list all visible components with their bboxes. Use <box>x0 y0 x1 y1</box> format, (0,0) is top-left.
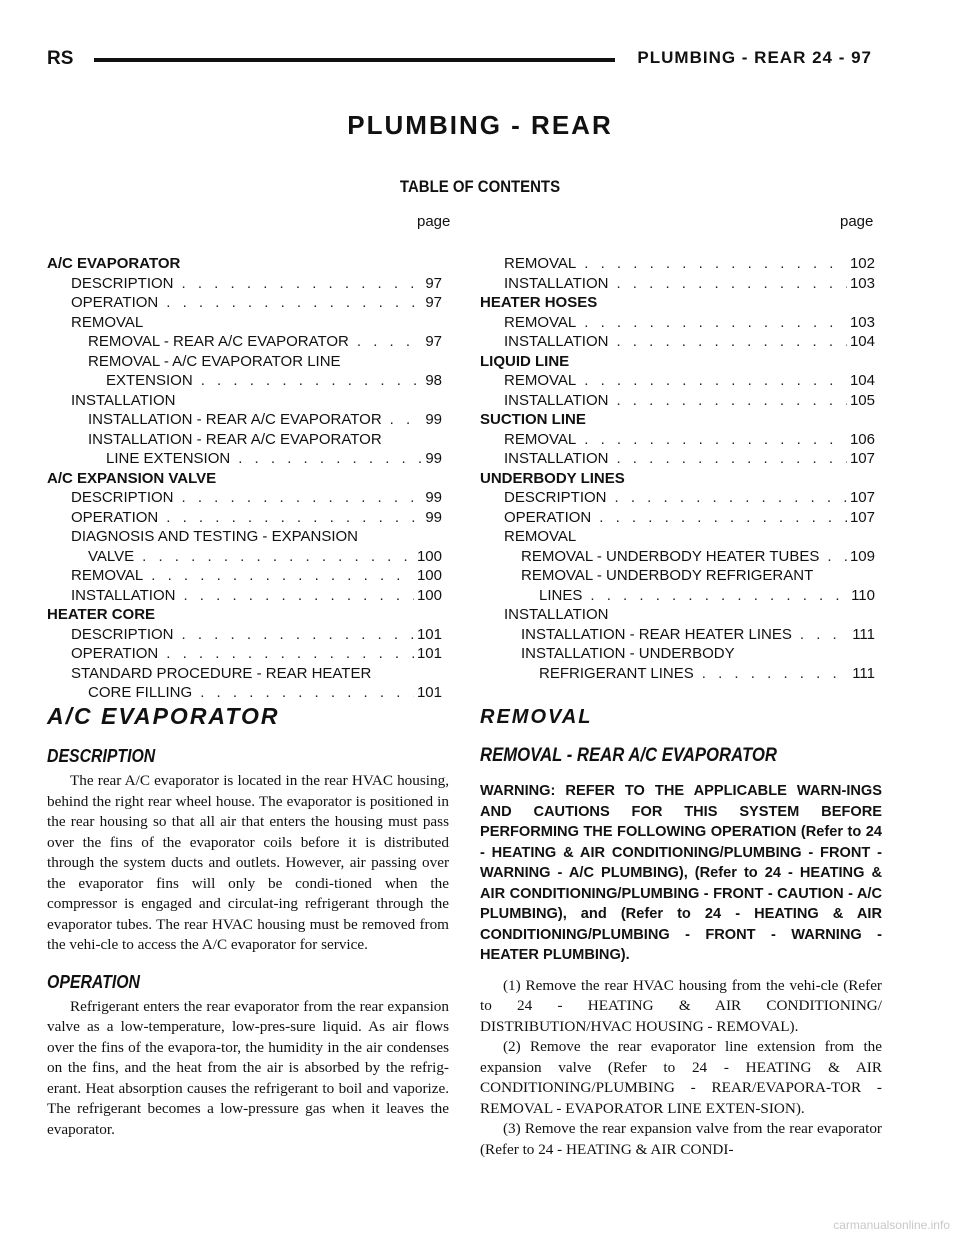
toc-leader-dots <box>382 410 423 430</box>
toc-entry-page: 111 <box>852 664 875 682</box>
toc-entry[interactable] <box>47 625 442 645</box>
toc-entry-label: HEATER HOSES <box>480 294 598 311</box>
toc-entry-label: REFRIGERANT LINES <box>539 664 694 682</box>
toc-leader-dots <box>576 313 847 333</box>
toc-entry[interactable] <box>47 332 442 352</box>
toc-entry-label: INSTALLATION <box>71 586 176 604</box>
toc-entry-label: LINE EXTENSION <box>106 450 231 467</box>
toc-page-label-right: page <box>840 213 874 230</box>
toc-entry[interactable] <box>480 644 875 664</box>
toc-entry-label: INSTALLATION <box>504 391 609 409</box>
toc-entry-page: 107 <box>849 508 875 526</box>
toc-entry-label: INSTALLATION - UNDERBODY <box>521 645 735 662</box>
toc-entry-label: INSTALLATION <box>504 606 609 623</box>
toc-entry-page: 104 <box>849 333 875 350</box>
toc-entry[interactable] <box>47 605 442 625</box>
toc-entry-label: UNDERBODY LINES <box>480 469 625 487</box>
header-left-code: RS <box>47 48 74 69</box>
toc-entry-label: REMOVAL - UNDERBODY HEATER TUBES <box>521 547 820 565</box>
toc-entry[interactable] <box>47 527 442 547</box>
removal-step: (3) Remove the rear expansion valve from the rear evaporator (Refer to 24 - HEATING & AIR CONDI- <box>480 1120 882 1158</box>
toc-entry-label: REMOVAL <box>504 372 577 389</box>
toc-entry-label: OPERATION <box>71 294 159 311</box>
toc-entry-page: 107 <box>849 489 875 506</box>
toc-entry-label: CORE FILLING <box>88 684 193 701</box>
toc-entry-page: 99 <box>425 411 442 428</box>
operation-body <box>47 997 449 1141</box>
toc-entry-page: 106 <box>849 430 875 448</box>
toc-entry-page: 103 <box>849 313 875 331</box>
toc-entry[interactable] <box>47 586 442 606</box>
toc-leader-dots <box>608 391 847 411</box>
toc-leader-dots <box>582 586 848 606</box>
toc-entry[interactable] <box>47 274 442 294</box>
toc-entry[interactable] <box>480 449 875 469</box>
toc-entry[interactable] <box>480 371 875 391</box>
toc-entry-label: INSTALLATION <box>504 450 609 467</box>
toc-entry[interactable] <box>47 313 442 333</box>
toc-entry-page: 111 <box>852 625 875 643</box>
toc-leader-dots <box>174 488 423 508</box>
toc-entry-label: A/C EXPANSION VALVE <box>47 469 217 487</box>
toc-entry-label: INSTALLATION - REAR A/C EVAPORATOR <box>88 430 382 448</box>
toc-entry-page: 100 <box>416 547 442 565</box>
toc-entry[interactable] <box>480 332 875 352</box>
toc-entry-label: INSTALLATION - REAR HEATER LINES <box>521 625 792 643</box>
toc-leader-dots <box>174 274 423 294</box>
toc-entry-label: DIAGNOSIS AND TESTING - EXPANSION <box>71 528 358 545</box>
toc-entry-label: REMOVAL - REAR A/C EVAPORATOR <box>88 333 349 350</box>
toc-leader-dots <box>576 371 847 391</box>
toc-entry-label: REMOVAL - UNDERBODY REFRIGERANT <box>521 567 814 584</box>
removal-step: (1) Remove the rear HVAC housing from the vehi-cle (Refer to 24 - HEATING & AIR CONDITIONING/ DISTRIBUTION/HVAC HOUSING - REMOVAL). <box>480 976 882 1035</box>
toc-entry-label: VALVE <box>88 547 135 565</box>
toc-entry[interactable] <box>47 449 442 469</box>
toc-entry[interactable] <box>47 410 442 430</box>
toc-entry[interactable] <box>47 488 442 508</box>
subheading-removal-evaporator: REMOVAL - REAR A/C EVAPORATOR <box>480 745 777 766</box>
toc-entry[interactable] <box>480 313 875 333</box>
toc-entry[interactable] <box>480 274 875 294</box>
toc-entry[interactable] <box>47 371 442 391</box>
toc-entry[interactable] <box>480 391 875 411</box>
toc-entry[interactable] <box>480 352 875 372</box>
toc-entry[interactable] <box>480 566 875 586</box>
toc-entry-page: 110 <box>851 586 875 604</box>
section-heading-evaporator: A/C EVAPORATOR <box>47 703 280 729</box>
toc-entry[interactable] <box>480 527 875 547</box>
toc-entry-label: OPERATION <box>71 508 159 526</box>
toc-entry[interactable] <box>47 664 442 684</box>
description-body <box>47 771 449 956</box>
toc-leader-dots <box>608 449 847 469</box>
header-rule <box>94 58 615 62</box>
toc-entry-label: REMOVAL - A/C EVAPORATOR LINE <box>88 352 341 370</box>
toc-entry-page: 101 <box>416 645 442 662</box>
toc-entry[interactable] <box>480 293 875 313</box>
toc-entry-page: 97 <box>425 333 442 350</box>
operation-paragraph: Refrigerant enters the rear evaporator from the rear expansion valve as a low-temperature, low-pres-sure liquid. As air flows over the fins of the evapora-tor, the humidity in the air condenses on the fins, and the heat from the air is absorbed by the refrig-erant. Heat absorption causes the refrigerant to boil and vaporize. The refrigerant becomes a low-pressure gas when it leaves the evaporator. <box>47 997 449 1138</box>
toc-entry[interactable] <box>47 566 442 586</box>
toc-leader-dots <box>608 274 847 294</box>
toc-leader-dots <box>175 586 414 606</box>
toc-entry-label: STANDARD PROCEDURE - REAR HEATER <box>71 664 372 682</box>
toc-entry-page: 105 <box>849 391 875 409</box>
toc-entry[interactable] <box>480 488 875 508</box>
toc-entry[interactable] <box>480 664 875 684</box>
toc-entry-label: REMOVAL <box>504 528 577 545</box>
toc-leader-dots <box>158 644 414 664</box>
toc-entry-page: 97 <box>425 294 442 311</box>
toc-entry[interactable] <box>47 352 442 372</box>
toc-entry[interactable] <box>47 469 442 489</box>
toc-entry-page: 99 <box>425 489 442 506</box>
toc-entry[interactable] <box>47 547 442 567</box>
toc-entry-label: DESCRIPTION <box>71 489 174 506</box>
toc-entry-label: INSTALLATION - REAR A/C EVAPORATOR <box>88 411 382 428</box>
toc-entry-page: 109 <box>849 547 875 565</box>
toc-entry-label: DESCRIPTION <box>71 625 174 643</box>
page-title: PLUMBING - REAR <box>347 110 613 140</box>
toc-entry-page: 99 <box>425 508 442 526</box>
removal-steps <box>480 976 882 1161</box>
toc-entry-label: INSTALLATION <box>504 333 609 350</box>
toc-entry-page: 99 <box>425 450 442 467</box>
toc-entry-page: 100 <box>416 567 442 584</box>
toc-entry-page: 100 <box>416 586 442 604</box>
toc-entry[interactable] <box>480 508 875 528</box>
watermark-footer: carmanualsonline.info <box>833 1218 950 1232</box>
toc-entry-page: 98 <box>425 372 442 389</box>
toc-leader-dots <box>349 332 422 352</box>
toc-entry-label: INSTALLATION <box>504 274 609 292</box>
toc-entry[interactable] <box>47 391 442 411</box>
toc-entry-page: 103 <box>849 274 875 292</box>
toc-entry-page: 97 <box>425 274 442 292</box>
toc-leader-dots <box>230 449 422 469</box>
toc-entry[interactable] <box>480 625 875 645</box>
toc-entry-label: REMOVAL <box>504 313 577 331</box>
toc-leader-dots <box>174 625 414 645</box>
toc-entry-page: 104 <box>849 372 875 389</box>
toc-leader-dots <box>158 293 422 313</box>
right-column <box>480 706 882 1160</box>
subheading-operation: OPERATION <box>47 971 140 992</box>
toc-leader-dots <box>158 508 422 528</box>
toc-entry-label: OPERATION <box>504 508 592 526</box>
toc-leader-dots <box>193 371 423 391</box>
toc-leader-dots <box>192 683 414 703</box>
toc-entry-label: LINES <box>539 586 583 604</box>
toc-leader-dots <box>608 332 847 352</box>
removal-step: (2) Remove the rear evaporator line extension from the expansion valve (Refer to 24 - HEATING & AIR CONDITIONING/PLUMBING - REAR/EVAPORA-TOR - REMOVAL - EVAPORATOR LINE EXTEN-SION). <box>480 1038 882 1117</box>
toc-entry-label: DESCRIPTION <box>504 489 607 506</box>
toc-entry[interactable] <box>480 410 875 430</box>
toc-leader-dots <box>143 566 414 586</box>
toc-entry-label: REMOVAL <box>71 313 144 331</box>
toc-entry[interactable] <box>47 644 442 664</box>
description-paragraph: The rear A/C evaporator is located in the rear HVAC housing, behind the right rear wheel house. The evaporator is positioned in the rear housing so that all air that enters the housing must pass over the fins of the evaporator coils before it is distributed through the system ducts and outlets. However, air passing over the evaporator fins will only be condi-tioned when the compressor is engaged and circulat-ing refrigerant through the evaporator tubes. The rear HVAC housing must be removed from the vehi-cle to access the A/C evaporator for service. <box>47 772 449 953</box>
left-column <box>47 703 449 1140</box>
toc-entry-page: 101 <box>416 625 442 643</box>
toc-entry-label: REMOVAL <box>71 567 144 584</box>
toc-entry[interactable] <box>480 547 875 567</box>
toc-leader-dots <box>576 254 847 274</box>
toc-leader-dots <box>607 488 847 508</box>
subheading-description: DESCRIPTION <box>47 746 156 766</box>
toc-title: TABLE OF CONTENTS <box>399 177 561 196</box>
toc-leader-dots <box>694 664 849 684</box>
toc-entry[interactable] <box>480 254 875 274</box>
toc-entry[interactable] <box>47 508 442 528</box>
toc-entry[interactable] <box>47 293 442 313</box>
toc-entry-label: SUCTION LINE <box>480 411 586 428</box>
toc-entry[interactable] <box>480 586 875 606</box>
toc-leader-dots <box>591 508 847 528</box>
toc-leader-dots <box>792 625 849 645</box>
header-right-title: PLUMBING - REAR 24 - 97 <box>637 48 872 67</box>
toc-entry[interactable] <box>480 430 875 450</box>
toc-entry-label: REMOVAL <box>504 430 577 448</box>
toc-entry-page: 101 <box>416 684 442 701</box>
toc-entry-label: OPERATION <box>71 645 159 662</box>
toc-entry[interactable] <box>47 254 442 274</box>
toc-entry-label: DESCRIPTION <box>71 274 174 292</box>
toc-leader-dots <box>134 547 414 567</box>
toc-entry[interactable] <box>47 430 442 450</box>
warning-text: WARNING: REFER TO THE APPLICABLE WARN-INGS AND CAUTIONS FOR THIS SYSTEM BEFORE PERFORMING THE FOLLOWING OPERATION (Refer to 24 - HEATING & AIR CONDITIONING/PLUMBING - FRONT - WARNING - A/C PLUMBING), (Refer to 24 - HEATING & AIR CONDITIONING/PLUMBING - FRONT - CAUTION - A/C PLUMBING), and (Refer to 24 - HEATING & AIR CONDITIONING/PLUMBING - FRONT - WARNING - HEATER PLUMBING). <box>480 783 882 963</box>
toc-entry[interactable] <box>480 469 875 489</box>
toc-entry-label: HEATER CORE <box>47 606 156 623</box>
toc-entry-label: REMOVAL <box>504 255 577 272</box>
toc-entry-page: 102 <box>849 255 875 272</box>
toc-entry-label: INSTALLATION <box>71 391 176 409</box>
toc-leader-dots <box>576 430 847 450</box>
toc-page-label-left: page <box>417 213 451 230</box>
toc-right-column <box>480 254 875 683</box>
toc-entry-page: 107 <box>849 450 875 467</box>
toc-leader-dots <box>819 547 847 567</box>
toc-entry-label: A/C EVAPORATOR <box>47 255 181 272</box>
toc-entry[interactable] <box>480 605 875 625</box>
section-heading-removal: REMOVAL <box>480 706 593 728</box>
toc-entry[interactable] <box>47 683 442 703</box>
toc-left-column <box>47 254 442 703</box>
toc-entry-label: EXTENSION <box>106 372 193 389</box>
toc-entry-label: LIQUID LINE <box>480 352 570 370</box>
